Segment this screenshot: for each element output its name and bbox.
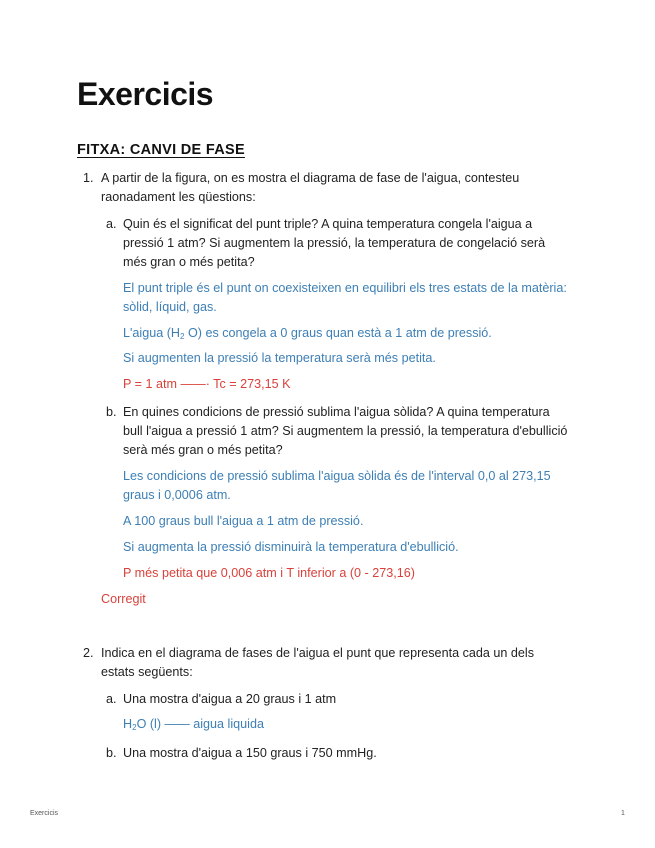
footer-title: Exercicis	[30, 810, 59, 817]
q1a-marker: a.	[106, 217, 117, 231]
q1b-question-line2: bull l'aigua a pressió 1 atm? Si augmentem la pressió, la temperatura d'ebullició	[123, 424, 568, 438]
q2a-marker: a.	[106, 692, 117, 706]
q1a-answer3: Si augmenten la pressió la temperatura serà més petita.	[123, 351, 436, 365]
q1b-marker: b.	[106, 405, 117, 419]
q1-number: 1.	[83, 171, 94, 185]
q1b-answer3: Si augmenta la pressió disminuirà la temperatura d'ebullició.	[123, 540, 459, 554]
q2-text-line2: estats següents:	[101, 665, 193, 679]
page-number: 1	[621, 810, 625, 817]
corrected-label: Corregit	[101, 592, 146, 606]
q2-number: 2.	[83, 646, 94, 660]
q1b-answer1-line1: Les condicions de pressió sublima l'aigua sòlida és de l'interval 0,0 al 273,15	[123, 469, 551, 483]
q1b-question-line1: En quines condicions de pressió sublima l'aigua sòlida? A quina temperatura	[123, 405, 550, 419]
q1-text-line2: raonadament les qüestions:	[101, 190, 256, 204]
q1b-answer1-line2: graus i 0,0006 atm.	[123, 488, 231, 502]
q1a-answer1-line2: sòlid, líquid, gas.	[123, 300, 217, 314]
q1b-answer2: A 100 graus bull l'aigua a 1 atm de pressió.	[123, 514, 364, 528]
q2b-marker: b.	[106, 746, 117, 760]
q2b-question: Una mostra d'aigua a 150 graus i 750 mmHg.	[123, 746, 377, 760]
q1a-answer2: L'aigua ($H_2$ O) es congela a 0 graus quan està a 1 atm de pressió.	[123, 326, 492, 341]
q1-text-line1: A partir de la figura, on es mostra el diagrama de fase de l'aigua, contesteu	[101, 171, 520, 185]
q1b-correction: P més petita que 0,006 atm i T inferior a (0 - 273,16)	[123, 566, 415, 580]
q1a-question-line3: més gran o més petita?	[123, 255, 255, 269]
section-title: FITXA: CANVI DE FASE	[77, 142, 245, 158]
q1a-correction: P = 1 atm ——· Tc = 273,15 K	[123, 377, 291, 391]
q1b-question-line3: serà més gran o més petita?	[123, 443, 283, 457]
page-title: Exercicis	[77, 76, 214, 112]
q2-text-line1: Indica en el diagrama de fases de l'aigua el punt que representa cada un dels	[101, 646, 534, 660]
q2a-answer: $H_2O$ (l) —— aigua liquida	[123, 717, 264, 732]
q2a-question: Una mostra d'aigua a 20 graus i 1 atm	[123, 692, 337, 706]
q1a-answer1-line1: El punt triple és el punt on coexisteixen en equilibri els tres estats de la matèria:	[123, 281, 567, 295]
q1a-question-line2: pressió 1 atm? Si augmentem la pressió, la temperatura de congelació serà	[123, 236, 546, 250]
q1a-question-line1: Quin és el significat del punt triple? A quina temperatura congela l'aigua a	[123, 217, 533, 231]
